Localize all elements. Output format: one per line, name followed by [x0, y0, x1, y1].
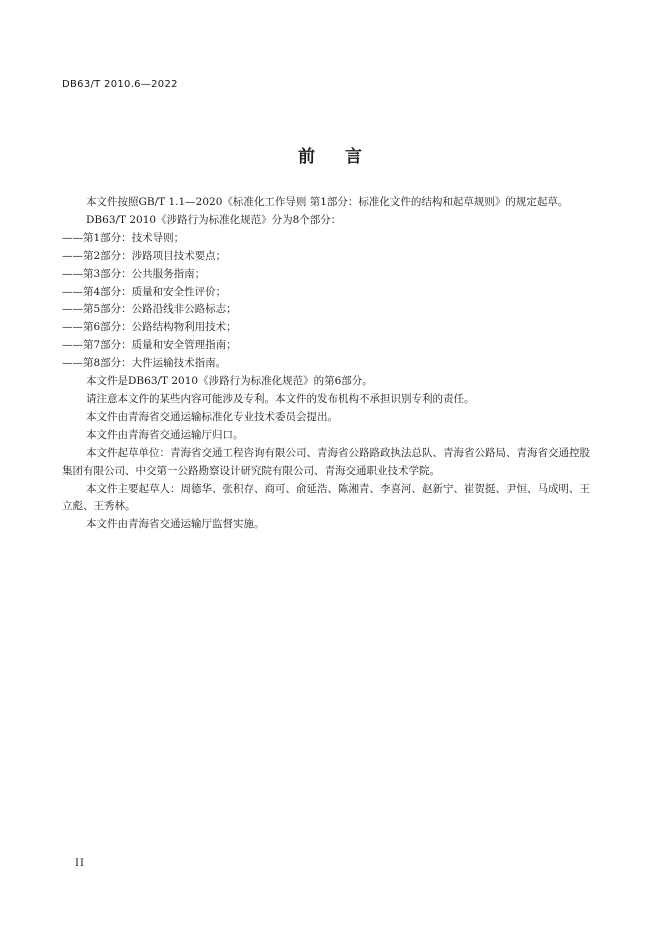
paragraph-part-statement: 本文件是DB63/T 2010《涉路行为标准化规范》的第6部分。: [86, 375, 373, 388]
foreword-body: [62, 194, 594, 534]
page-number: II: [75, 858, 85, 869]
list-item: ——第8部分：大件运输技术指南。: [62, 357, 227, 370]
paragraph-patent-notice: 请注意本文件的某些内容可能涉及专利。本文件的发布机构不承担识别专利的责任。: [86, 392, 475, 405]
paragraph-parts-intro: DB63/T 2010《涉路行为标准化规范》分为8个部分：: [86, 213, 342, 226]
paragraph-drafters: 本文件主要起草人：周德华、张积存、商可、俞延浩、陈湘青、李喜河、赵新宁、崔贺挺、尹恒、马成明、王立彪、王秀林。: [62, 482, 590, 513]
document-code: DB63/T 2010.6—2022: [62, 79, 178, 90]
paragraph-supervision: 本文件由青海省交通运输厅监督实施。: [86, 518, 265, 531]
list-item: ——第7部分：质量和安全管理指南；: [62, 339, 237, 352]
list-item: ——第4部分：质量和安全性评价；: [62, 285, 227, 298]
list-item: ——第5部分：公路沿线非公路标志；: [62, 303, 237, 316]
page-title: [0, 142, 662, 167]
title-char-2: 言: [345, 147, 364, 167]
list-item: ——第2部分：涉路项目技术要点；: [62, 249, 227, 262]
paragraph-drafting-basis: 本文件按照GB/T 1.1—2020《标准化工作导则 第1部分：标准化文件的结构和起草规则》的规定起草。: [86, 196, 569, 208]
list-item: ——第6部分：公路结构物利用技术；: [62, 321, 237, 334]
paragraph-drafting-units: 本文件起草单位：青海省交通工程咨询有限公司、青海省公路路政执法总队、青海省公路局、青海省交通控股集团有限公司、中交第一公路勘察设计研究院有限公司、青海交通职业技术学院。: [62, 446, 590, 477]
list-item: ——第1部分：技术导则；: [62, 231, 185, 244]
title-char-1: 前: [298, 147, 317, 167]
paragraph-proposer: 本文件由青海省交通运输标准化专业技术委员会提出。: [86, 410, 338, 423]
list-item: ——第3部分：公共服务指南；: [62, 267, 206, 280]
paragraph-centralizer: 本文件由青海省交通运输厅归口。: [86, 428, 244, 441]
